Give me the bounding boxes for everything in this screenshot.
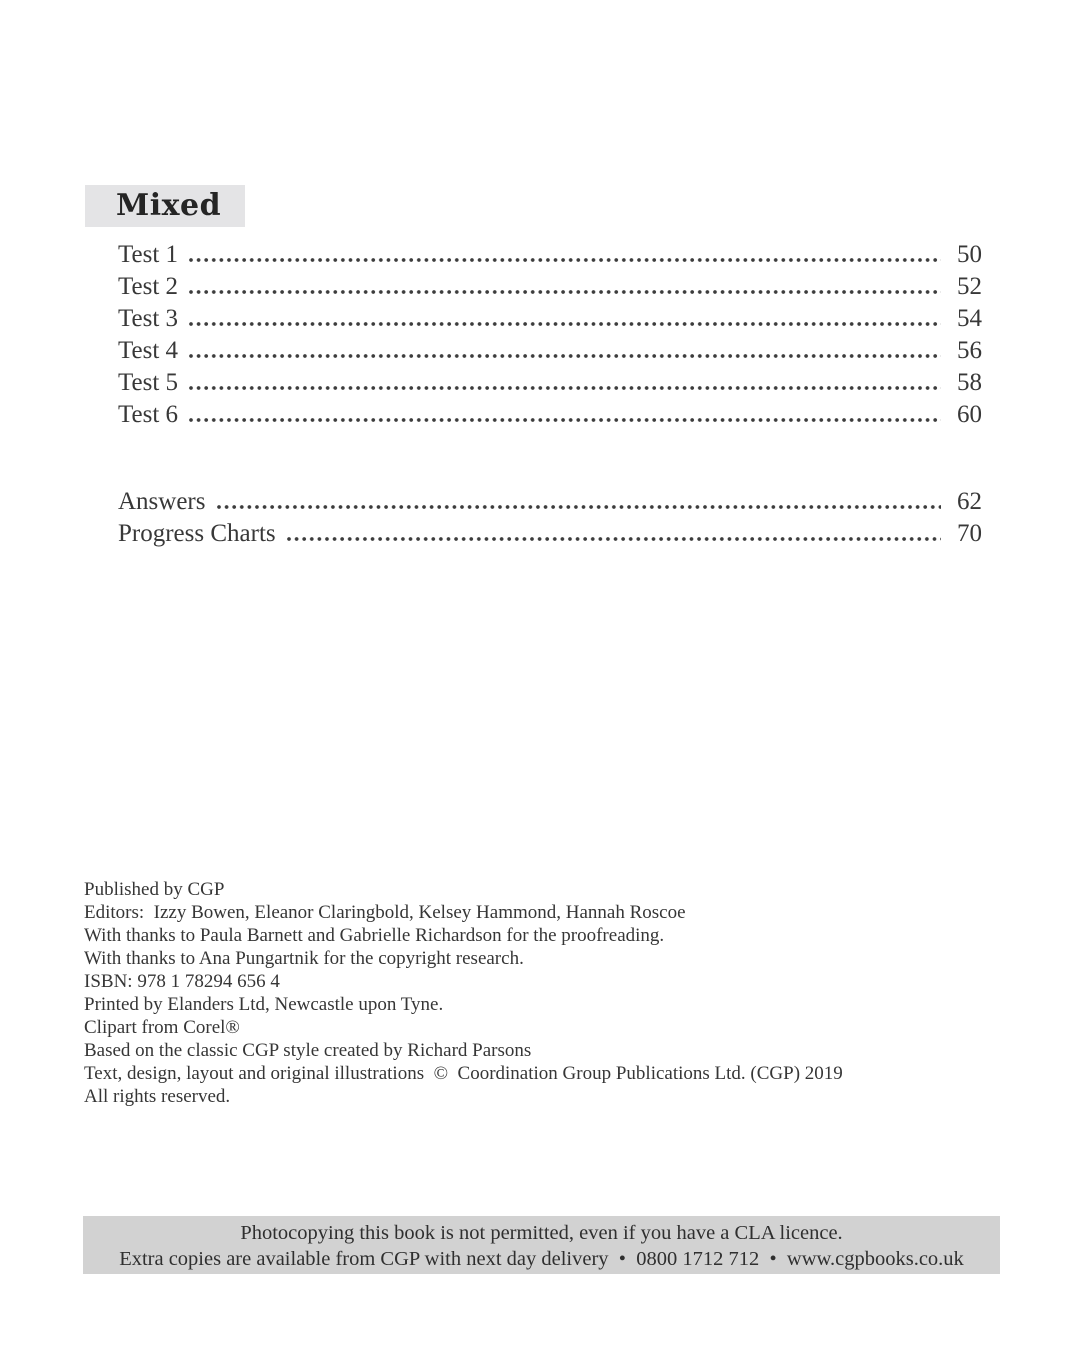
toc-page-number: 58 [957, 369, 982, 396]
toc-page-number: 60 [957, 401, 982, 428]
toc-row-test-2 [118, 270, 982, 302]
toc-page-number: 56 [957, 337, 982, 364]
toc-extras-group [118, 485, 982, 549]
published-by-line: Published by CGP [84, 879, 225, 900]
section-heading: Mixed [116, 188, 222, 223]
toc-page-number: 70 [957, 520, 982, 547]
clipart-line: Clipart from Corel® [84, 1017, 240, 1038]
dotted-leader [189, 258, 941, 262]
toc-page-number: 54 [957, 305, 982, 332]
toc-entry-label: Test 3 [118, 305, 179, 332]
dotted-leader [287, 537, 941, 541]
toc-row-test-5 [118, 366, 982, 398]
dotted-leader [189, 322, 941, 326]
dotted-leader [189, 418, 941, 422]
toc-page-number: 62 [957, 488, 982, 515]
printed-by-line: Printed by Elanders Ltd, Newcastle upon Tyne. [84, 994, 444, 1015]
toc-entry-label: Test 6 [118, 401, 179, 428]
thanks-copyright-line: With thanks to Ana Pungartnik for the copyright research. [84, 948, 524, 969]
toc-entry-label: Test 1 [118, 241, 179, 268]
toc-entry-label: Answers [118, 488, 206, 515]
dotted-leader [189, 386, 941, 390]
toc-row-test-1 [118, 238, 982, 270]
toc-row-answers [118, 485, 982, 517]
copyright-line: Text, design, layout and original illustrations © Coordination Group Publications Ltd. (CGP) 2019 [84, 1063, 843, 1084]
extra-copies-line: Extra copies are available from CGP with next day delivery • 0800 1712 712 • www.cgpbooks.co.uk [119, 1248, 964, 1270]
dotted-leader [189, 290, 941, 294]
based-on-line: Based on the classic CGP style created by Richard Parsons [84, 1040, 532, 1061]
isbn-line: ISBN: 978 1 78294 656 4 [84, 971, 280, 992]
toc-row-test-3 [118, 302, 982, 334]
toc-page-number: 50 [957, 241, 982, 268]
dotted-leader [217, 505, 942, 509]
toc-tests-group [118, 238, 982, 430]
rights-line: All rights reserved. [84, 1086, 231, 1107]
dotted-leader [189, 354, 941, 358]
publication-info [84, 878, 984, 1108]
toc-entry-label: Progress Charts [118, 520, 276, 547]
table-of-contents [118, 238, 982, 549]
toc-entry-label: Test 5 [118, 369, 179, 396]
toc-row-test-6 [118, 398, 982, 430]
toc-entry-label: Test 2 [118, 273, 179, 300]
toc-page-number: 52 [957, 273, 982, 300]
section-heading-box [85, 185, 245, 227]
toc-row-test-4 [118, 334, 982, 366]
photocopying-line: Photocopying this book is not permitted, even if you have a CLA licence. [240, 1222, 843, 1244]
toc-row-progress-charts [118, 517, 982, 549]
toc-entry-label: Test 4 [118, 337, 179, 364]
editors-line: Editors: Izzy Bowen, Eleanor Claringbold, Kelsey Hammond, Hannah Roscoe [84, 902, 686, 923]
thanks-proofreading-line: With thanks to Paula Barnett and Gabrielle Richardson for the proofreading. [84, 925, 665, 946]
photocopying-notice [83, 1216, 1000, 1274]
